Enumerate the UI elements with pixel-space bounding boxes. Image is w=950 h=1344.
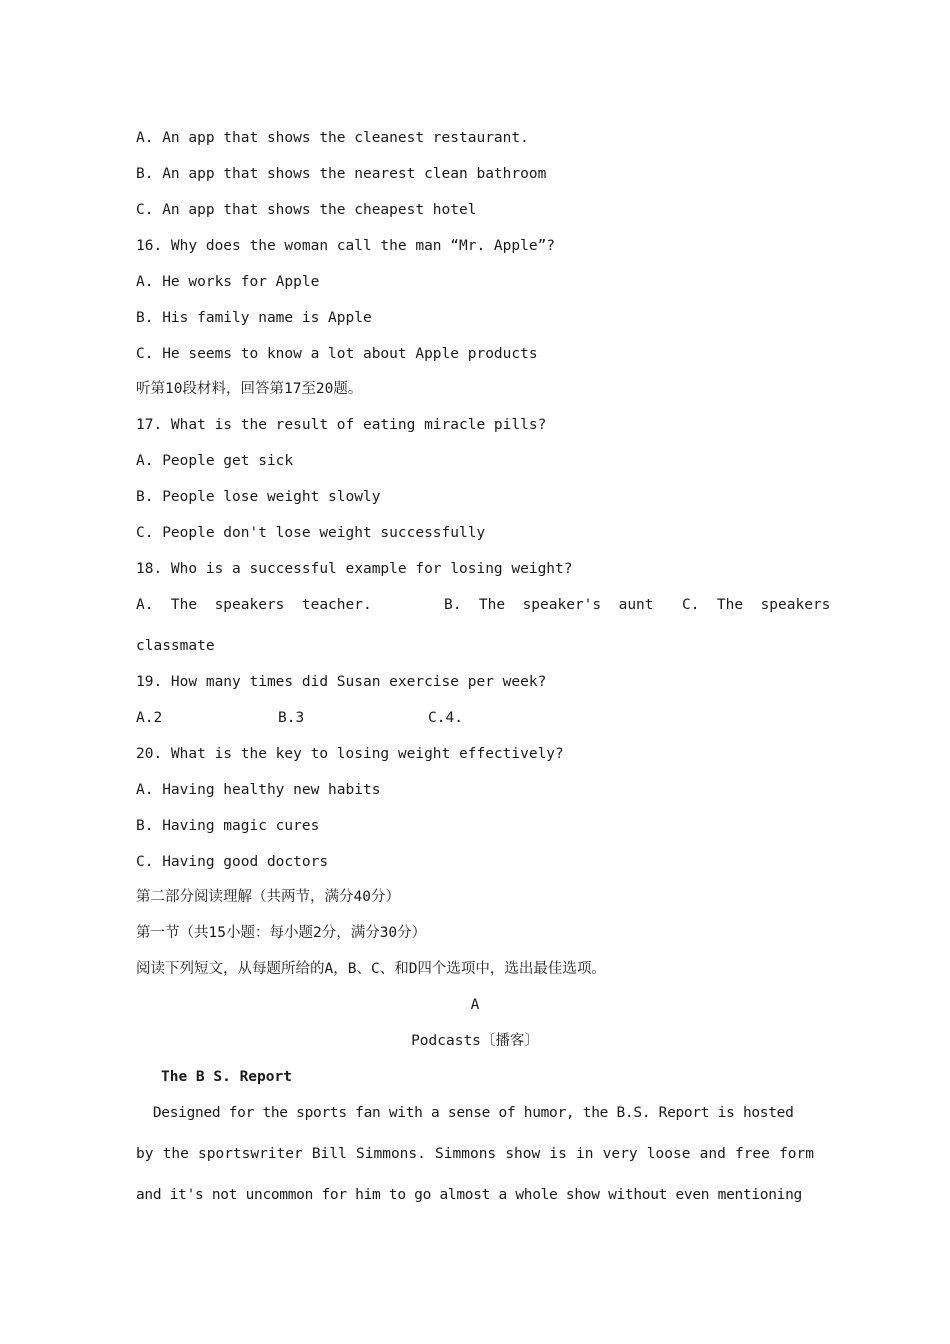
q15-option-b: B. An app that shows the nearest clean bathroom (136, 166, 547, 182)
q19-option-c: C.4. (428, 710, 463, 726)
q15-option-a: A. An app that shows the cleanest restaurant. (136, 130, 529, 146)
question-20: 20. What is the key to losing weight effectively? (136, 746, 564, 762)
q17-option-b: B. People lose weight slowly (136, 489, 381, 505)
section-instruction-10: 听第10段材料，回答第17至20题。 (136, 381, 363, 397)
passage-letter: A (470, 997, 480, 1013)
q20-option-c: C. Having good doctors (136, 854, 329, 870)
q20-option-a: A. Having healthy new habits (136, 782, 381, 798)
paragraph-line-1: Designed for the sports fan with a sense of humor, the B.S. Report is hosted (136, 1105, 794, 1121)
q16-option-b: B. His family name is Apple (136, 310, 372, 326)
reading-instruction: 阅读下列短文，从每题所给的A，B、C、和D四个选项中，选出最佳选项。 (136, 961, 606, 977)
q18-option-c-continued: classmate (136, 638, 215, 654)
question-19: 19. How many times did Susan exercise per week? (136, 674, 547, 690)
section-one-heading: 第一节（共15小题：每小题2分，满分30分） (136, 925, 427, 941)
q18-option-b: B. The speaker's aunt (444, 597, 654, 613)
q19-option-a: A.2 (136, 710, 163, 726)
q17-option-c: C. People don't lose weight successfully (136, 525, 486, 541)
q18-option-a: A. The speakers teacher. (136, 597, 372, 613)
passage-title: Podcasts〔播客〕 (411, 1033, 539, 1049)
question-18: 18. Who is a successful example for losing weight? (136, 561, 573, 577)
subheading: The B S. Report (161, 1069, 292, 1085)
q18-option-c: C. The speakers (682, 597, 831, 613)
q15-option-c: C. An app that shows the cheapest hotel (136, 202, 477, 218)
q16-option-a: A. He works for Apple (136, 274, 320, 290)
paragraph-line-3: and it's not uncommon for him to go almost a whole show without even mentioning (136, 1187, 802, 1203)
question-16: 16. Why does the woman call the man “Mr. Apple”? (136, 238, 556, 254)
q16-option-c: C. He seems to know a lot about Apple products (136, 346, 538, 362)
q19-option-b: B.3 (278, 710, 305, 726)
q20-option-b: B. Having magic cures (136, 818, 320, 834)
q17-option-a: A. People get sick (136, 453, 294, 469)
question-17: 17. What is the result of eating miracle pills? (136, 417, 547, 433)
part-two-heading: 第二部分阅读理解（共两节，满分40分） (136, 889, 400, 905)
paragraph-line-2: by the sportswriter Bill Simmons. Simmons show is in very loose and free form (136, 1146, 814, 1162)
